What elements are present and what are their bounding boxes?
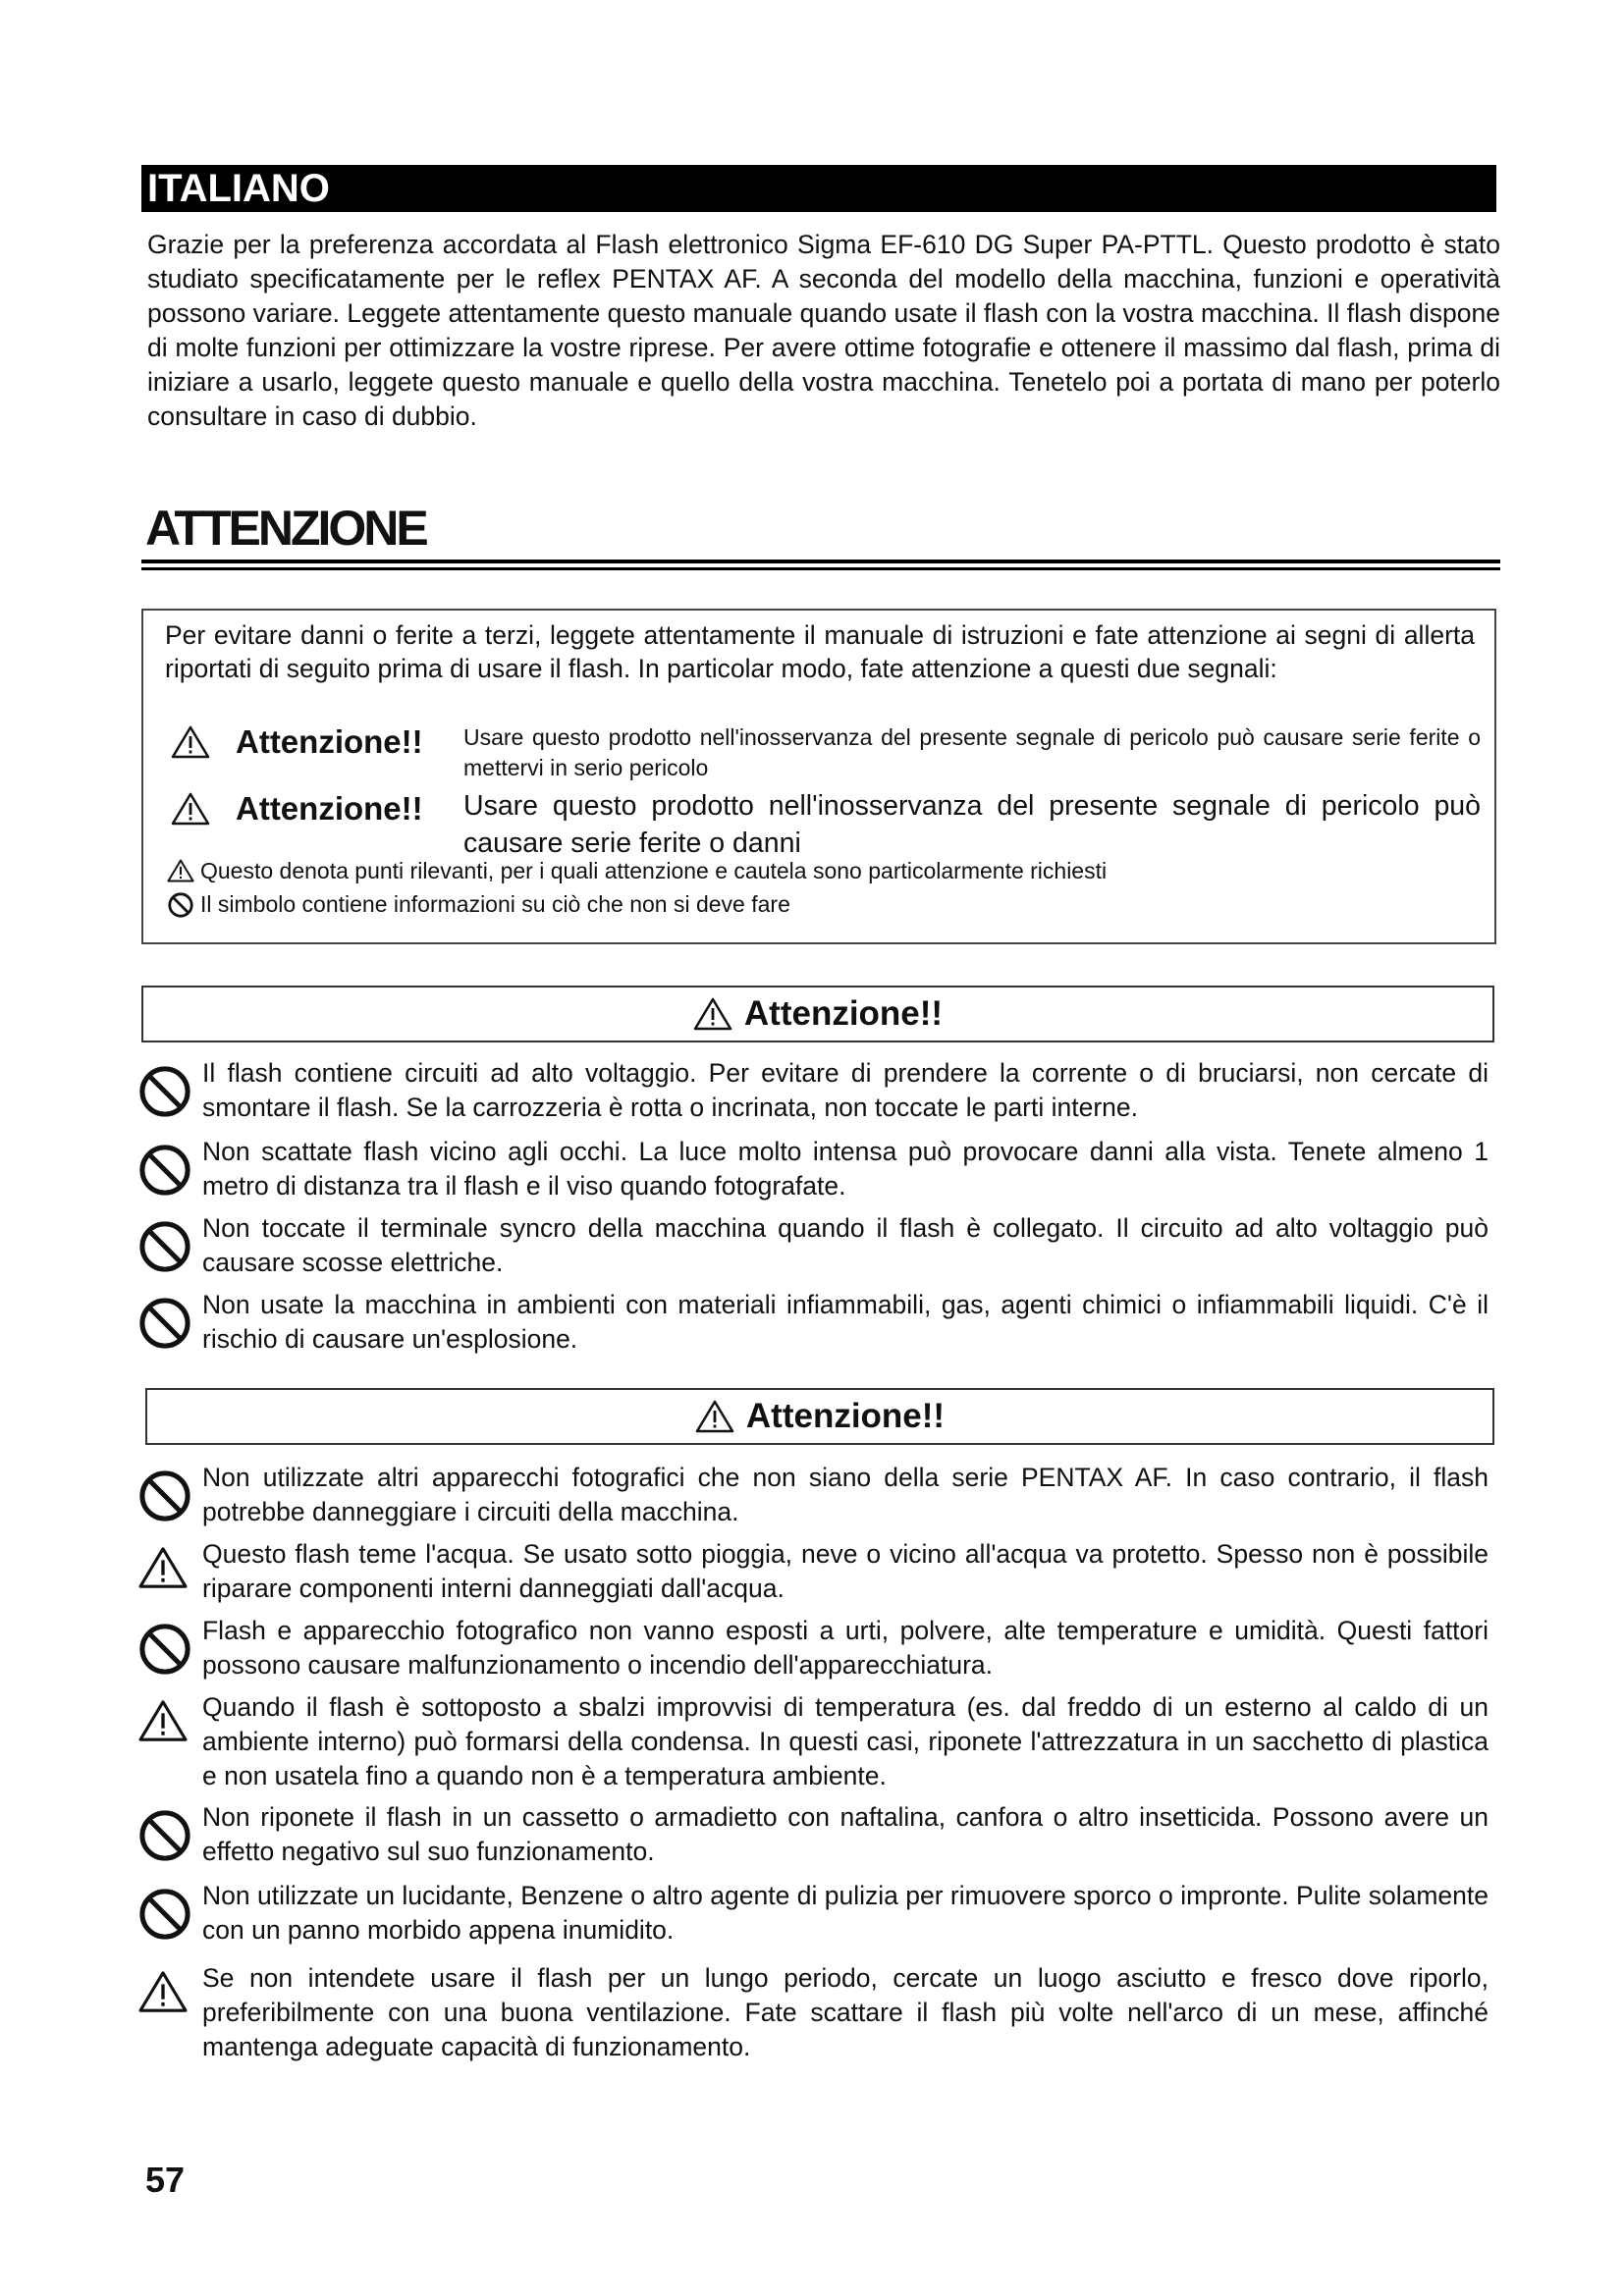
panel-title: Attenzione!! — [745, 1397, 946, 1435]
prohibited-icon — [137, 1468, 192, 1523]
prohibited-icon — [137, 1064, 192, 1119]
panel-title-box — [141, 986, 1494, 1042]
prohibited-icon — [137, 1143, 192, 1198]
warning-box-intro: Per evitare danni o ferite a terzi, leggete attentamente il manuale di istruzioni e fate attenzione ai segni di allerta riportati di seguito prima di usare il flash. In particolar modo, fate attenzione a questi due segnali: — [165, 620, 1475, 683]
warning-triangle-icon — [167, 858, 194, 883]
item-text: Flash e apparecchio fotografico non vanno esposti a urti, polvere, alte temperature e umidità. Questi fattori possono causare malfunzionamento o incendio dell'apparecchiatura. — [202, 1616, 1489, 1680]
item-text: Non scattate flash vicino agli occhi. La luce molto intensa può provocare danni alla vista. Tenete almeno 1 metro di distanza tra il flash e il viso quando fotografate. — [202, 1137, 1489, 1201]
section-header: ITALIANO — [141, 165, 1496, 212]
legend-text: Questo denota punti rilevanti, per i quali attenzione e cautela sono particolarmente richiesti — [200, 858, 1108, 883]
item-text: Non riponete il flash in un cassetto o armadietto con naftalina, canfora o altro insetticida. Possono avere un effetto negativo sul suo funzionamento. — [202, 1802, 1489, 1866]
heading-rule — [141, 560, 1500, 570]
signal-description: Usare questo prodotto nell'inosservanza del presente segnale di pericolo può causare serie ferite o danni — [463, 790, 1481, 859]
panel-title: Attenzione!! — [743, 994, 944, 1033]
signal-label: Attenzione!! — [236, 723, 423, 760]
prohibited-icon — [137, 1887, 192, 1942]
item-text: Non utilizzate un lucidante, Benzene o altro agente di pulizia per rimuovere sporco o impronte. Pulite solamente con un panno morbido appena inumidito. — [202, 1881, 1489, 1945]
warning-heading: ATTENZIONE — [145, 501, 426, 556]
warning-triangle-icon — [693, 996, 732, 1032]
signal-row — [171, 721, 1481, 779]
item-text: Non usate la macchina in ambienti con materiali infiammabili, gas, agenti chimici o infiammabili liquidi. C'è il rischio di causare un'esplosione. — [202, 1290, 1489, 1354]
prohibited-icon — [137, 1296, 192, 1351]
item-text: Questo flash teme l'acqua. Se usato sotto pioggia, neve o vicino all'acqua va protetto. Spesso non è possibile riparare componenti interni danneggiati dall'acqua. — [202, 1539, 1489, 1603]
item-text: Il flash contiene circuiti ad alto voltaggio. Per evitare di prendere la corrente o di bruciarsi, non cercate di smontare il flash. Se la carrozzeria è rotta o incrinata, non toccate le parti interne. — [202, 1058, 1489, 1122]
prohibited-icon — [167, 891, 194, 919]
page-number: 57 — [145, 2160, 186, 2200]
item-text: Non utilizzate altri apparecchi fotografici che non siano della serie PENTAX AF. In caso contrario, il flash potrebbe danneggiare i circuiti della macchina. — [202, 1463, 1489, 1526]
warning-triangle-icon — [171, 724, 210, 760]
warning-triangle-icon — [137, 1698, 189, 1743]
prohibited-icon — [137, 1219, 192, 1274]
panel-title-box — [145, 1388, 1494, 1445]
legend-text: Il simbolo contiene informazioni su ciò che non si deve fare — [200, 891, 790, 917]
signal-label: Attenzione!! — [236, 790, 423, 827]
prohibited-icon — [137, 1808, 192, 1863]
signal-row — [171, 787, 1481, 859]
warning-triangle-icon — [171, 791, 210, 827]
warning-triangle-icon — [137, 1969, 189, 2014]
warning-signs-box — [141, 609, 1496, 944]
signal-description: Usare questo prodotto nell'inosservanza del presente segnale di pericolo può causare serie ferite o mettervi in serio pericolo — [463, 724, 1481, 780]
item-text: Se non intendete usare il flash per un lungo periodo, cercate un luogo asciutto e fresco dove riporlo, preferibilmente con una buona ventilazione. Fate scattare il flash più volte nell'arco di un mese, affinché mantenga adeguate capacità di funzionamento. — [202, 1963, 1489, 2061]
item-text: Quando il flash è sottoposto a sbalzi improvvisi di temperatura (es. dal freddo di un esterno al caldo di un ambiente interno) può formarsi della condensa. In questi casi, riponete l'attrezzatura in un sacchetto di plastica e non usatela fino a quando non è a temperatura ambiente. — [202, 1692, 1489, 1790]
warning-triangle-icon — [137, 1545, 189, 1590]
intro-paragraph: Grazie per la preferenza accordata al Flash elettronico Sigma EF-610 DG Super PA-PTTL. Questo prodotto è stato studiato specificatamente per le reflex PENTAX AF. A seconda del modello della macchina, funzioni e operatività possono variare. Leggete attentamente questo manuale quando usate il flash con la vostra macchina. Il flash dispone di molte funzioni per ottimizzare la vostre riprese. Per avere ottime fotografie e ottenere il massimo dal flash, prima di iniziare a usarlo, leggete questo manuale e quello della vostra macchina. Tenetelo poi a portata di mano per poterlo consultare in caso di dubbio. — [147, 230, 1500, 431]
warning-triangle-icon — [695, 1399, 734, 1434]
item-text: Non toccate il terminale syncro della macchina quando il flash è collegato. Il circuito ad alto voltaggio può causare scosse elettriche. — [202, 1213, 1489, 1277]
prohibited-icon — [137, 1622, 192, 1677]
